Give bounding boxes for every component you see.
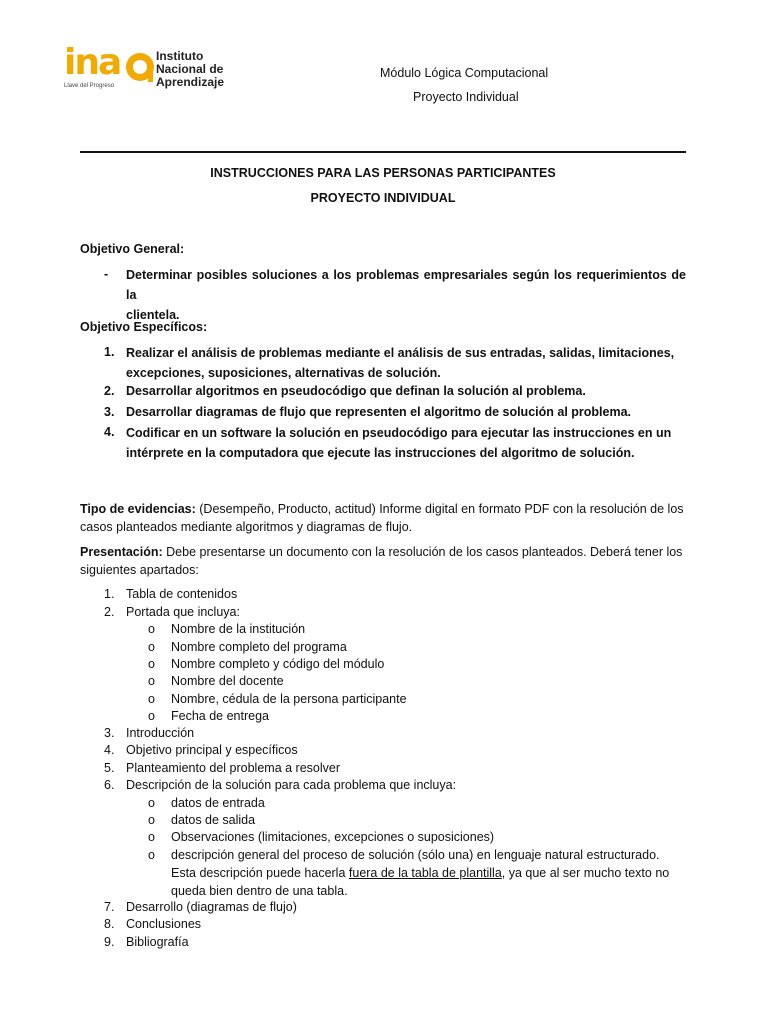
section-9-num: 9. — [104, 935, 115, 949]
solution-bullet: o — [148, 796, 155, 810]
solution-bullet: o — [148, 813, 155, 827]
specific-item-4-num: 4. — [104, 425, 115, 439]
specific-item-1: Realizar el análisis de problemas mediante el análisis de sus entradas, salidas, limitaciones, excepciones, suposiciones, alternativas de solución. — [126, 346, 675, 380]
doc-title: INSTRUCCIONES PARA LAS PERSONAS PARTICIPANTES — [210, 166, 556, 180]
module-title: Módulo Lógica Computacional — [380, 66, 549, 80]
evidence-paragraph: Tipo de evidencias: (Desempeño, Producto, actitud) Informe digital en formato PDF con la resolución de los casos planteados mediante algoritmos y diagramas de flujo. — [80, 502, 684, 534]
portada-bullet: o — [148, 674, 155, 688]
section-6-num: 6. — [104, 778, 115, 792]
general-heading: Objetivo General: — [80, 242, 185, 256]
portada-bullet: o — [148, 640, 155, 654]
specific-item-4: Codificar en un software la solución en pseudocódigo para ejecutar las instrucciones en un intérprete en la computadora que ejecute las instrucciones del algoritmo de solución. — [126, 426, 672, 460]
portada-item: Fecha de entrega — [171, 709, 269, 723]
ina-logo — [64, 42, 232, 96]
solution-bullet: o — [148, 848, 155, 862]
section-2-num: 2. — [104, 605, 115, 619]
section-7-num: 7. — [104, 900, 115, 914]
doc-subtitle: PROYECTO INDIVIDUAL — [310, 191, 456, 205]
solution-item: datos de salida — [171, 813, 256, 827]
general-objective: Determinar posibles soluciones a los problemas empresariales según los requerimientos de la clientela. — [126, 268, 686, 322]
portada-item: Nombre completo y código del módulo — [171, 657, 385, 671]
logo-tagline: Llave del Progreso — [64, 83, 115, 89]
section-5-num: 5. — [104, 761, 115, 775]
specific-item-3-num: 3. — [104, 405, 115, 419]
section-7: Desarrollo (diagramas de flujo) — [126, 900, 297, 914]
portada-bullet: o — [148, 657, 155, 671]
logo-institution-name: Instituto Nacional de Aprendizaje — [156, 49, 225, 89]
template-table-link: fuera de la tabla de plantilla — [348, 866, 502, 880]
specific-item-3: Desarrollar diagramas de flujo que representen el algoritmo de solución al problema. — [126, 405, 631, 419]
section-3-num: 3. — [104, 726, 115, 740]
section-5: Planteamiento del problema a resolver — [126, 761, 341, 775]
section-9: Bibliografía — [126, 935, 189, 949]
portada-item: Nombre completo del programa — [171, 640, 347, 654]
solution-item: datos de entrada — [171, 796, 265, 810]
header-divider — [80, 151, 686, 153]
section-3: Introducción — [126, 726, 195, 740]
section-1: Tabla de contenidos — [126, 587, 238, 601]
section-1-num: 1. — [104, 587, 115, 601]
logo-ina-text: ina — [64, 42, 121, 83]
specific-item-2: Desarrollar algoritmos en pseudocódigo que definan la solución al problema. — [126, 384, 586, 398]
section-8-num: 8. — [104, 917, 115, 931]
solution-bullet: o — [148, 830, 155, 844]
section-8: Conclusiones — [126, 917, 202, 931]
section-4: Objetivo principal y específicos — [126, 743, 298, 757]
portada-item: Nombre, cédula de la persona participante — [171, 692, 407, 706]
portada-bullet: o — [148, 709, 155, 723]
project-title: Proyecto Individual — [413, 90, 519, 104]
section-6: Descripción de la solución para cada problema que incluya: — [126, 778, 457, 792]
general-bullet: - — [104, 267, 109, 281]
specific-heading: Objetivo Específicos: — [80, 320, 208, 334]
portada-item: Nombre del docente — [171, 674, 284, 688]
portada-item: Nombre de la institución — [171, 622, 306, 636]
presentation-paragraph: Presentación: Debe presentarse un documento con la resolución de los casos planteados. Deberá tener los siguientes apartados: — [80, 545, 683, 577]
solution-item: Observaciones (limitaciones, excepciones o suposiciones) — [171, 830, 495, 844]
portada-bullet: o — [148, 622, 155, 636]
portada-bullet: o — [148, 692, 155, 706]
specific-item-1-num: 1. — [104, 345, 115, 359]
solution-item-description: descripción general del proceso de solución (sólo una) en lenguaje natural estructurado. Esta descripción puede hacerla fuera de la tabla de plantilla, ya que al ser mucho texto no queda bien dentro de una tabla. — [171, 848, 670, 898]
section-2: Portada que incluya: — [126, 605, 240, 619]
section-4-num: 4. — [104, 743, 115, 757]
specific-item-2-num: 2. — [104, 384, 115, 398]
